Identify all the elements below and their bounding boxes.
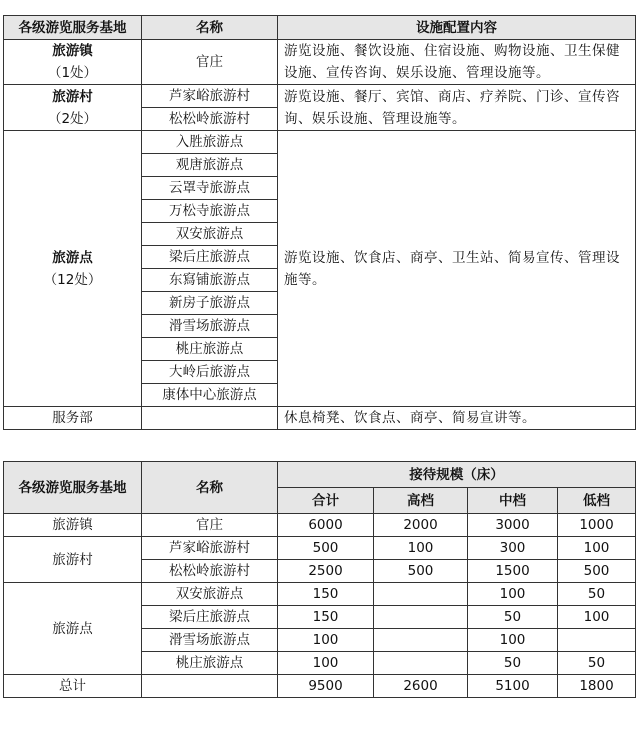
base-cell bbox=[4, 407, 142, 430]
content-cell: 游览设施、饮食店、商亭、卫生站、简易宣传、管理设施等。 bbox=[278, 131, 636, 407]
table2-header-mid: 中档 bbox=[468, 488, 558, 514]
table2-header-group: 接待规模（床） bbox=[278, 462, 636, 488]
mid-cell: 50 bbox=[468, 606, 558, 629]
base-count: （1处） bbox=[47, 65, 98, 81]
base-label: 服务部 bbox=[52, 410, 93, 426]
low-cell: 100 bbox=[558, 537, 636, 560]
high-cell bbox=[374, 583, 468, 606]
mid-cell: 1500 bbox=[468, 560, 558, 583]
base-cell bbox=[4, 40, 142, 85]
table-row bbox=[4, 131, 636, 154]
base-label: 旅游镇 bbox=[52, 43, 93, 59]
base-cell bbox=[4, 131, 142, 407]
table-row bbox=[4, 407, 636, 430]
base-label: 旅游点 bbox=[52, 249, 93, 266]
mid-cell: 5100 bbox=[468, 675, 558, 698]
mid-cell: 300 bbox=[468, 537, 558, 560]
table2-header-name: 名称 bbox=[142, 462, 278, 514]
low-cell: 500 bbox=[558, 560, 636, 583]
base-cell: 总计 bbox=[4, 675, 142, 698]
low-cell: 50 bbox=[558, 652, 636, 675]
total-cell: 100 bbox=[278, 629, 374, 652]
name-cell: 入胜旅游点 bbox=[142, 131, 278, 154]
high-cell bbox=[374, 606, 468, 629]
total-cell: 6000 bbox=[278, 514, 374, 537]
name-cell: 双安旅游点 bbox=[142, 583, 278, 606]
facility-config-table bbox=[3, 15, 636, 430]
table1-body bbox=[4, 40, 636, 430]
table-row bbox=[4, 583, 636, 606]
total-cell: 100 bbox=[278, 652, 374, 675]
table2-header-base: 各级游览服务基地 bbox=[4, 462, 142, 514]
total-cell: 150 bbox=[278, 583, 374, 606]
name-cell: 官庄 bbox=[142, 40, 278, 85]
name-cell: 观唐旅游点 bbox=[142, 154, 278, 177]
mid-cell: 100 bbox=[468, 629, 558, 652]
total-cell: 9500 bbox=[278, 675, 374, 698]
name-cell: 梁后庄旅游点 bbox=[142, 246, 278, 269]
name-cell: 大岭后旅游点 bbox=[142, 361, 278, 384]
mid-cell: 100 bbox=[468, 583, 558, 606]
name-cell: 云罩寺旅游点 bbox=[142, 177, 278, 200]
low-cell: 1000 bbox=[558, 514, 636, 537]
table2-header-high: 高档 bbox=[374, 488, 468, 514]
name-cell: 万松寺旅游点 bbox=[142, 200, 278, 223]
name-cell: 桃庄旅游点 bbox=[142, 338, 278, 361]
name-cell: 松松岭旅游村 bbox=[142, 560, 278, 583]
content-cell: 休息椅凳、饮食点、商亭、简易宣讲等。 bbox=[278, 407, 636, 430]
name-cell: 芦家峪旅游村 bbox=[142, 85, 278, 108]
base-count: （2处） bbox=[47, 110, 98, 127]
low-cell: 100 bbox=[558, 606, 636, 629]
high-cell: 2000 bbox=[374, 514, 468, 537]
table2-header-low: 低档 bbox=[558, 488, 636, 514]
table2-body bbox=[4, 514, 636, 698]
reception-scale-table bbox=[3, 461, 636, 698]
name-cell: 滑雪场旅游点 bbox=[142, 315, 278, 338]
table2-header-row-1 bbox=[4, 462, 636, 488]
table-row bbox=[4, 85, 636, 108]
low-cell: 1800 bbox=[558, 675, 636, 698]
name-cell: 双安旅游点 bbox=[142, 223, 278, 246]
base-count: （12处） bbox=[43, 271, 102, 288]
table2-header-total: 合计 bbox=[278, 488, 374, 514]
mid-cell: 3000 bbox=[468, 514, 558, 537]
table-row bbox=[4, 537, 636, 560]
name-cell bbox=[142, 407, 278, 430]
table1-header-name: 名称 bbox=[142, 16, 278, 40]
table-row bbox=[4, 514, 636, 537]
table1-header-base: 各级游览服务基地 bbox=[4, 16, 142, 40]
table-row bbox=[4, 675, 636, 698]
name-cell bbox=[142, 675, 278, 698]
mid-cell: 50 bbox=[468, 652, 558, 675]
name-cell: 松松岭旅游村 bbox=[142, 108, 278, 131]
base-cell: 旅游镇 bbox=[4, 514, 142, 537]
table1-header-row bbox=[4, 16, 636, 40]
total-cell: 500 bbox=[278, 537, 374, 560]
high-cell: 2600 bbox=[374, 675, 468, 698]
high-cell bbox=[374, 652, 468, 675]
low-cell bbox=[558, 629, 636, 652]
name-cell: 东寫铺旅游点 bbox=[142, 269, 278, 292]
high-cell bbox=[374, 629, 468, 652]
content-cell: 游览设施、餐饮设施、住宿设施、购物设施、卫生保健设施、宣传咨询、娱乐设施、管理设施等。 bbox=[278, 40, 636, 85]
table-row bbox=[4, 40, 636, 85]
base-cell: 旅游点 bbox=[4, 583, 142, 675]
high-cell: 500 bbox=[374, 560, 468, 583]
name-cell: 芦家峪旅游村 bbox=[142, 537, 278, 560]
total-cell: 150 bbox=[278, 606, 374, 629]
name-cell: 康体中心旅游点 bbox=[142, 384, 278, 407]
name-cell: 官庄 bbox=[142, 514, 278, 537]
base-cell bbox=[4, 85, 142, 131]
base-label: 旅游村 bbox=[52, 88, 93, 105]
high-cell: 100 bbox=[374, 537, 468, 560]
name-cell: 桃庄旅游点 bbox=[142, 652, 278, 675]
base-cell: 旅游村 bbox=[4, 537, 142, 583]
table1-header-content: 设施配置内容 bbox=[278, 16, 636, 40]
name-cell: 新房子旅游点 bbox=[142, 292, 278, 315]
low-cell: 50 bbox=[558, 583, 636, 606]
name-cell: 梁后庄旅游点 bbox=[142, 606, 278, 629]
name-cell: 滑雪场旅游点 bbox=[142, 629, 278, 652]
total-cell: 2500 bbox=[278, 560, 374, 583]
content-cell: 游览设施、餐厅、宾馆、商店、疗养院、门诊、宣传咨询、娱乐设施、管理设施等。 bbox=[278, 85, 636, 131]
